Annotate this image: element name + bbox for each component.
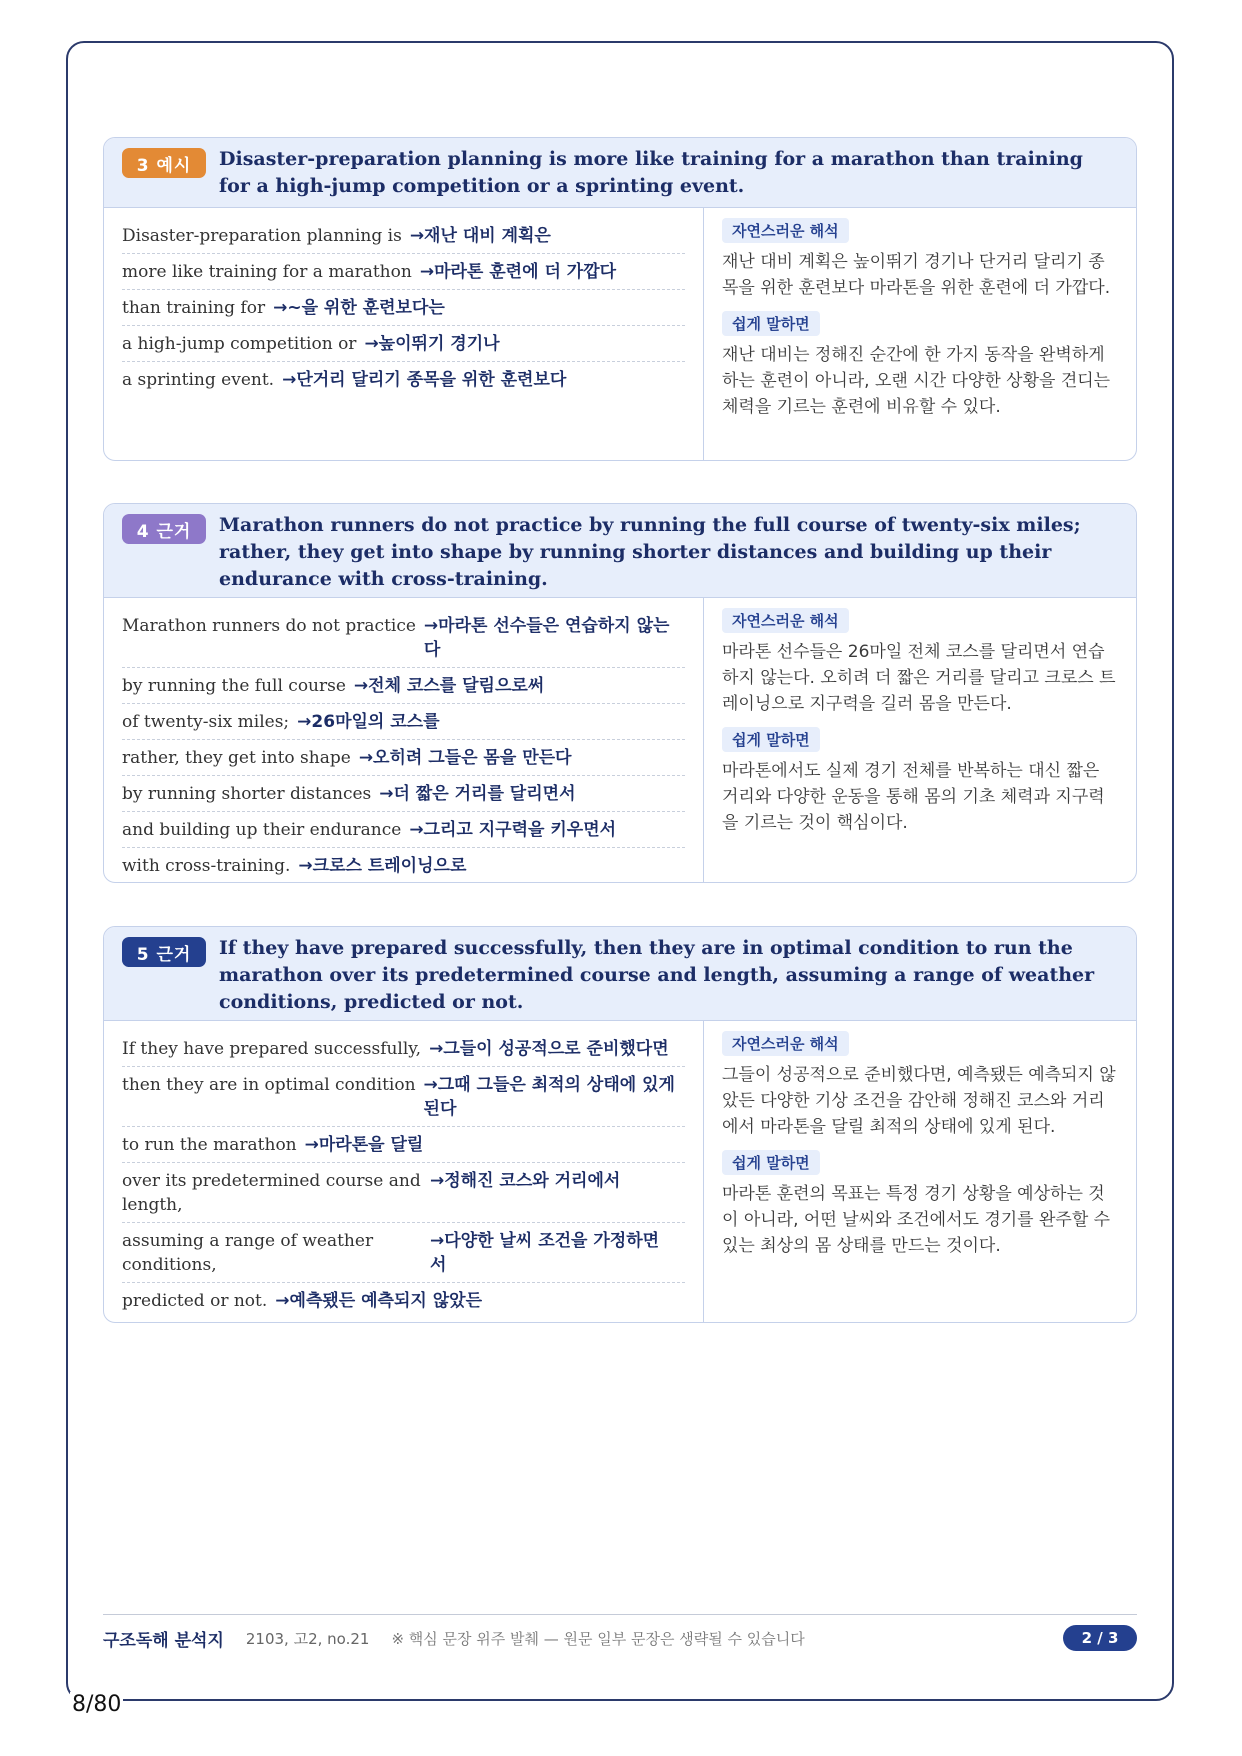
section-card-4: [103, 503, 1137, 883]
chunk-korean: →마라톤 훈련에 더 가깝다: [419, 262, 617, 282]
chunk-row: [122, 362, 685, 397]
easy-explanation-text: 마라톤 훈련의 목표는 특정 경기 상황을 예상하는 것이 아니라, 어떤 날씨와 조건에서도 경기를 완주할 수 있는 최상의 몸 상태를 만드는 것이다.: [722, 1184, 1111, 1256]
natural-translation-label: 자연스러운 해석: [722, 608, 849, 633]
chunk-row: [122, 704, 685, 740]
chunk-row: [122, 668, 685, 704]
chunk-row: [122, 848, 685, 883]
natural-translation-text: 마라톤 선수들은 26마일 전체 코스를 달리면서 연습하지 않는다. 오히려 더 짧은 거리를 달리고 크로스 트레이닝으로 지구력을 길러 몸을 만든다.: [722, 642, 1116, 714]
chunk-translation-list: [104, 598, 704, 882]
chunk-english: Disaster-preparation planning is: [122, 226, 402, 246]
chunk-korean: →전체 코스를 달림으로써: [353, 676, 545, 696]
natural-translation-text: 재난 대비 계획은 높이뛰기 경기나 단거리 달리기 종목을 위한 훈련보다 마라톤을 위한 훈련에 더 가깝다.: [722, 252, 1111, 298]
page-number: 8/80: [72, 1692, 122, 1717]
interpretation-panel: [704, 1021, 1136, 1322]
chunk-korean: →높이뛰기 경기나: [364, 334, 500, 354]
chunk-row: [122, 290, 685, 326]
easy-explanation-label: 쉽게 말하면: [722, 1150, 820, 1175]
chunk-korean: →단거리 달리기 종목을 위한 훈련보다: [282, 370, 567, 390]
chunk-english: If they have prepared successfully,: [122, 1039, 422, 1059]
chunk-korean: →26마일의 코스를: [297, 712, 440, 732]
natural-translation-text: 그들이 성공적으로 준비했다면, 예측됐든 예측되지 않았든 다양한 기상 조건을 감안해 정해진 코스와 거리에서 마라톤을 달릴 최적의 상태에 있게 된다.: [722, 1065, 1116, 1137]
footer-page-badge: 2 / 3: [1063, 1625, 1137, 1651]
chunk-translation-list: [104, 1021, 704, 1322]
footer-code: 2103, 고2, no.21: [245, 1629, 370, 1648]
interpretation-panel: [704, 598, 1136, 882]
chunk-row: [122, 740, 685, 776]
chunk-row: [122, 254, 685, 290]
chunk-row: [122, 812, 685, 848]
chunk-korean: →마라톤을 달릴: [304, 1135, 424, 1155]
chunk-row: [122, 1223, 685, 1283]
chunk-english: to run the marathon: [122, 1135, 297, 1155]
chunk-english: Marathon runners do not practice: [122, 616, 416, 636]
easy-explanation-text: 재난 대비는 정해진 순간에 한 가지 동작을 완벽하게 하는 훈련이 아니라, 오랜 시간 다양한 상황을 견디는 체력을 기르는 훈련에 비유할 수 있다.: [722, 345, 1111, 417]
chunk-korean: →크로스 트레이닝으로: [298, 856, 467, 876]
chunk-english: than training for: [122, 298, 266, 318]
chunk-korean: →그때 그들은 최적의 상태에 있게 된다: [423, 1075, 675, 1119]
section-badge: 4 근거: [122, 514, 206, 544]
chunk-row: [122, 1067, 685, 1127]
footer: [103, 1622, 1137, 1654]
chunk-english: with cross-training.: [122, 856, 291, 876]
section-heading: If they have prepared successfully, then they are in optimal condition to run the marathon over its predetermined course and length, assuming a range of weather conditions, predicted or not.: [219, 937, 1095, 1013]
easy-explanation-label: 쉽게 말하면: [722, 311, 820, 336]
chunk-korean: →그리고 지구력을 키우면서: [409, 820, 617, 840]
chunk-korean: →정해진 코스와 거리에서: [430, 1171, 621, 1191]
chunk-korean: →재난 대비 계획은: [409, 226, 551, 246]
chunk-korean: →마라톤 선수들은 연습하지 않는다: [423, 616, 670, 660]
section-badge: 3 예시: [122, 148, 206, 178]
easy-explanation-text: 마라톤에서도 실제 경기 전체를 반복하는 대신 짧은 거리와 다양한 운동을 통해 몸의 기초 체력과 지구력을 기르는 것이 핵심이다.: [722, 761, 1105, 833]
natural-translation-label: 자연스러운 해석: [722, 1031, 849, 1056]
chunk-english: a high-jump competition or: [122, 334, 357, 354]
footer-divider: [103, 1614, 1137, 1615]
chunk-english: a sprinting event.: [122, 370, 275, 390]
chunk-english: predicted or not.: [122, 1291, 268, 1311]
chunk-english: by running shorter distances: [122, 784, 372, 804]
chunk-row: [122, 1127, 685, 1163]
section-badge: 5 근거: [122, 937, 206, 967]
chunk-english: then they are in optimal condition: [122, 1075, 416, 1095]
chunk-translation-list: [104, 208, 704, 460]
chunk-english: by running the full course: [122, 676, 346, 696]
chunk-row: [122, 1283, 685, 1318]
footer-note: ※ 핵심 문장 위주 발췌 — 원문 일부 문장은 생략될 수 있습니다: [391, 1629, 805, 1648]
chunk-row: [122, 608, 685, 668]
chunk-english: over its predetermined course and length,: [122, 1171, 421, 1215]
chunk-korean: →예측됐든 예측되지 않았든: [275, 1291, 483, 1311]
section-card-5: [103, 926, 1137, 1323]
chunk-row: [122, 1163, 685, 1223]
chunk-korean: →오히려 그들은 몸을 만든다: [358, 748, 572, 768]
section-header: [104, 927, 1136, 1021]
footer-title: 구조독해 분석지: [103, 1630, 224, 1651]
interpretation-panel: [704, 208, 1136, 460]
chunk-korean: →더 짧은 거리를 달리면서: [379, 784, 576, 804]
chunk-row: [122, 776, 685, 812]
chunk-korean: →~을 위한 훈련보다는: [273, 298, 445, 318]
chunk-korean: →다양한 날씨 조건을 가정하면서: [430, 1231, 660, 1275]
chunk-row: [122, 218, 685, 254]
section-header: [104, 504, 1136, 598]
section-heading: Marathon runners do not practice by running the full course of twenty-six miles; rather, they get into shape by running shorter distances and building up their endurance with cross-training.: [219, 514, 1081, 590]
chunk-english: and building up their endurance: [122, 820, 402, 840]
chunk-english: more like training for a marathon: [122, 262, 412, 282]
chunk-row: [122, 326, 685, 362]
chunk-row: [122, 1031, 685, 1067]
chunk-english: rather, they get into shape: [122, 748, 351, 768]
chunk-english: of twenty-six miles;: [122, 712, 290, 732]
section-header: [104, 138, 1136, 208]
section-card-3: [103, 137, 1137, 461]
chunk-korean: →그들이 성공적으로 준비했다면: [429, 1039, 669, 1059]
chunk-english: assuming a range of weather conditions,: [122, 1231, 374, 1275]
section-heading: Disaster-preparation planning is more like training for a marathon than training for a high-jump competition or a sprinting event.: [219, 148, 1083, 197]
easy-explanation-label: 쉽게 말하면: [722, 727, 820, 752]
natural-translation-label: 자연스러운 해석: [722, 218, 849, 243]
